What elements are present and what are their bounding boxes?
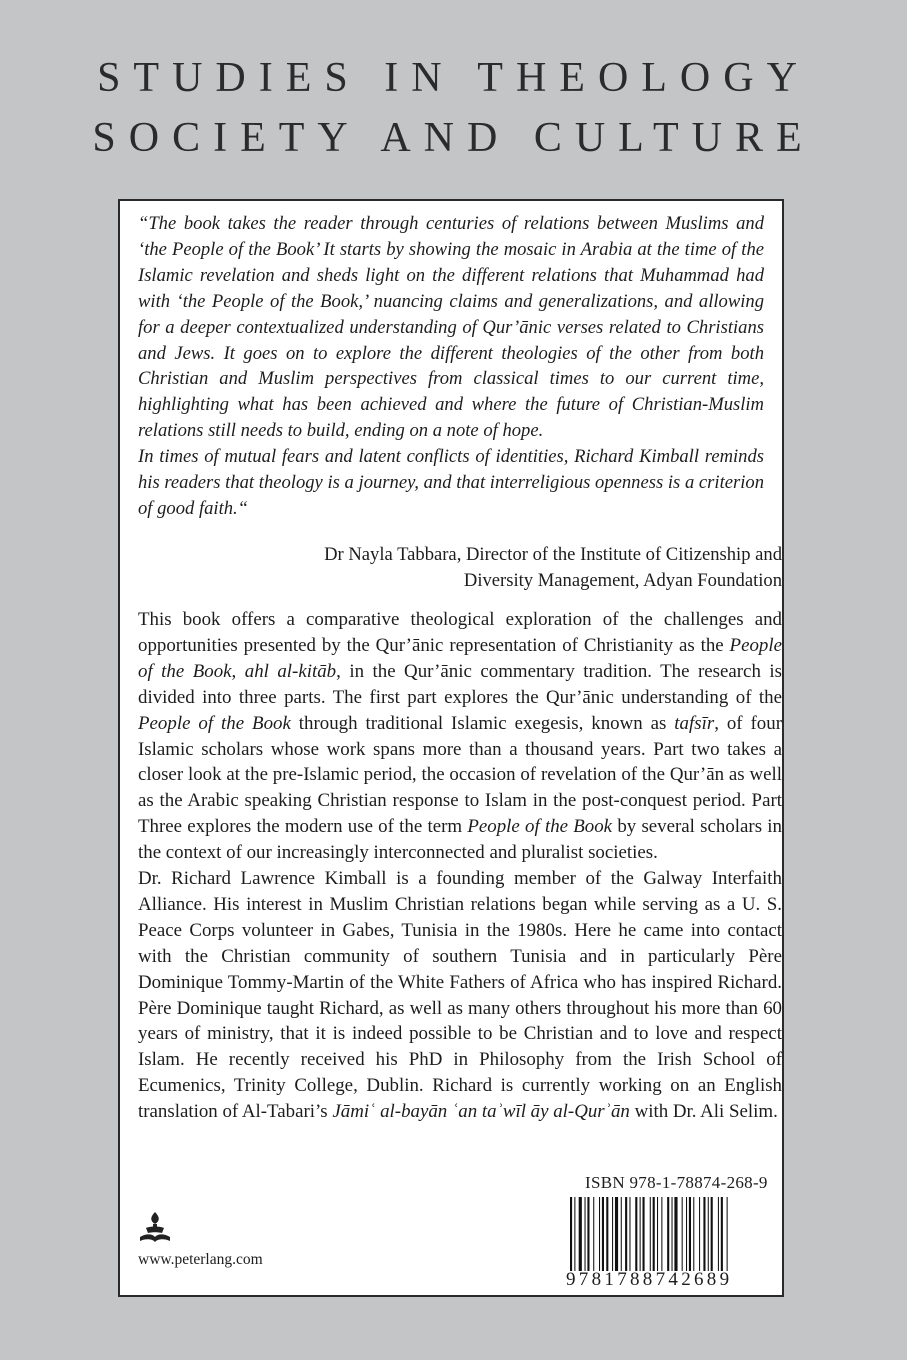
endorsement-quote [138,211,764,522]
publisher-url: www.peterlang.com [138,1251,263,1268]
book-description: This book offers a comparative theological exploration of the challenges and opportunities presented by the Qur’ānic representation of Christianity as the People of the Book, ahl al-kitāb, in the Qur’ānic commentary tradition. The research is divided into three parts. The first part explores the Qur’ānic understanding of the People of the Book through traditional Islamic exegesis, known as tafsīr, of four Islamic scholars whose work spans more than a thousand years. Part two takes a closer look at the pre-Islamic period, the occasion of revelation of the Qur’ān as well as the Arabic speaking Christian response to Islam in the post-conquest period. Part Three explores the modern use of the term People of the Book by several scholars in the context of our increasingly interconnected and pluralist societies. [138,609,782,864]
quote-paragraph-1: “The book takes the reader through centuries of relations between Muslims and ‘the People of the Book’ It starts by showing the mosaic in Arabia at the time of the Islamic revelation and sheds light on the different relations that Muhammad had with ‘the People of the Book,’ nuancing claims and generalizations, and allowing for a deeper contextualized understanding of Qur’ānic verses related to Christians and Jews. It goes on to explore the different theologies of the other from both Christian and Muslim perspectives from classical times to our current time, highlighting what has been achieved and where the future of Christian-Muslim relations still needs to build, ending on a note of hope. [138,213,764,442]
back-cover-panel [118,199,784,1297]
barcode-digits: 9781788742689 [566,1269,733,1290]
quote-attribution [138,542,782,593]
isbn-label: ISBN 978-1-78874-268-9 [585,1173,768,1192]
attribution-line1: Dr Nayla Tabbara, Director of the Institute of Citizenship and [324,544,782,565]
author-bio: Dr. Richard Lawrence Kimball is a founding member of the Galway Interfaith Alliance. His interest in Muslim Christian relations began while serving as a U. S. Peace Corps volunteer in Gabes, Tunisia in the 1980s. Here he came into contact with the Christian community of southern Tunisia and in particularly Père Dominique Tommy-Martin of the White Fathers of Africa who has inspired Richard. Père Dominique taught Richard, as well as many others throughout his more than 60 years of ministry, that it is indeed possible to be Christian and to love and respect Islam. He recently received his PhD in Philosophy from the Irish School of Ecumenics, Trinity College, Dublin. Richard is currently working on an English translation of Al-Tabari’s Jāmiʿ al-bayān ʿan taʾwīl āy al-Qurʾān with Dr. Ali Selim. [138,868,782,1123]
quote-paragraph-2: In times of mutual fears and latent conflicts of identities, Richard Kimball reminds his readers that theology is a journey, and that interreligious openness is a criterion of good faith.“ [138,446,764,519]
attribution-line2: Diversity Management, Adyan Foundation [463,569,782,591]
peter-lang-lamp-logo-icon [136,1211,174,1247]
series-title-line2: SOCIETY AND CULTURE [92,115,815,161]
series-title [0,48,907,168]
series-title-line1: STUDIES IN THEOLOGY [97,55,810,101]
barcode-icon [566,1197,782,1271]
